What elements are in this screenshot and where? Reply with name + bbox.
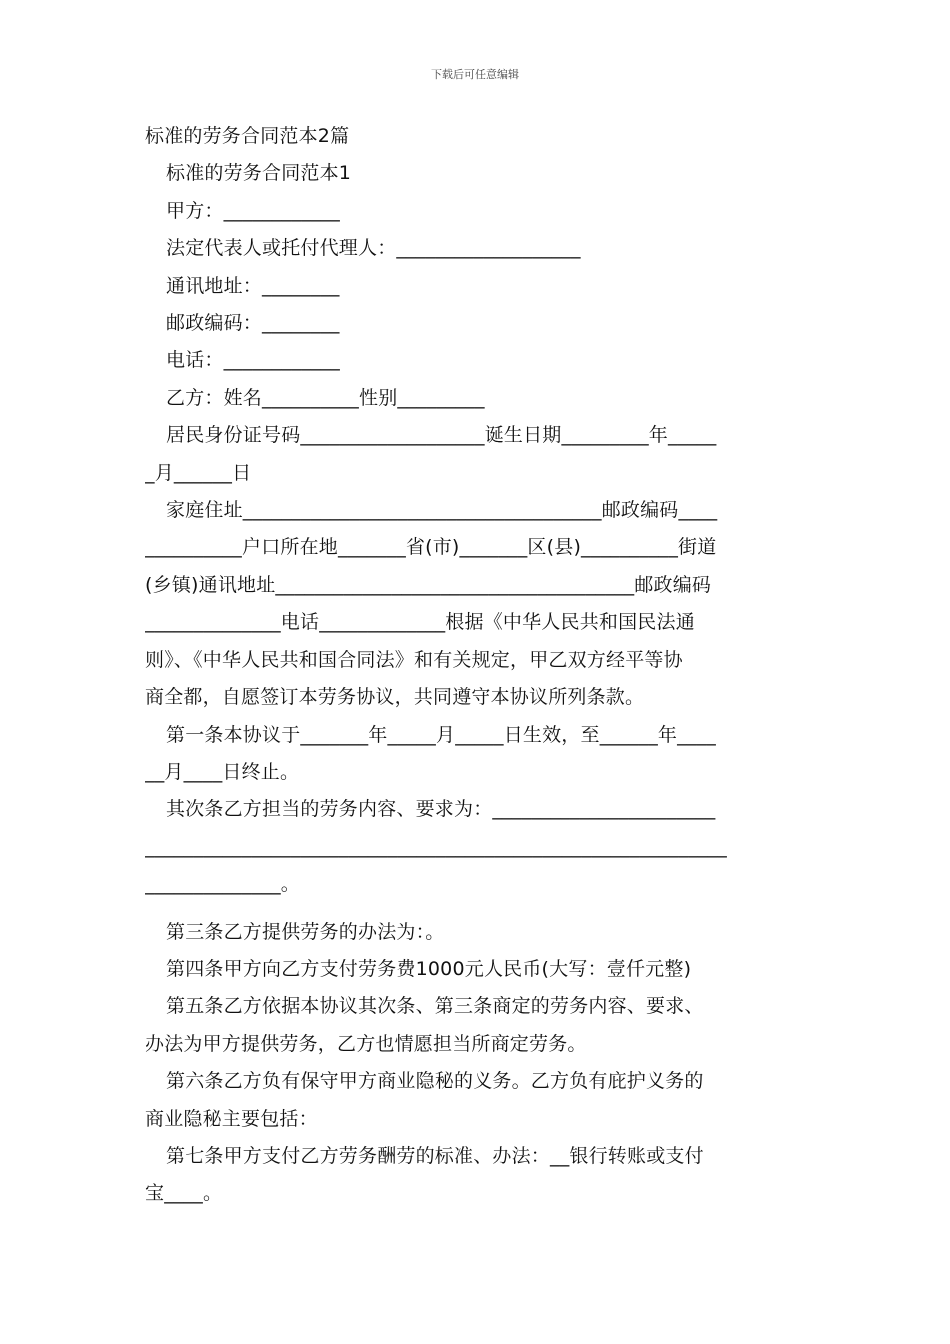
- article-2-line-end: ______________。: [145, 873, 301, 896]
- article-6-line: 第六条乙方负有保守甲方商业隐秘的义务。乙方负有庇护义务的: [166, 1070, 704, 1093]
- article-1-line: 第一条本协议于_______年_____月_____日生效，至______年____: [166, 723, 716, 746]
- document-subtitle: 标准的劳务合同范本1: [166, 162, 352, 185]
- id-number-line: 居民身份证号码___________________诞生日期_________年_____: [166, 424, 717, 447]
- party-b-line: 乙方：姓名__________性别_________: [166, 386, 485, 409]
- mailing-address-line: (乡镇)通讯地址_____________________________________邮政编码: [145, 573, 712, 596]
- article-4-line: 第四条甲方向乙方支付劳务费1000元人民币(大写：壹仟元整): [166, 957, 692, 980]
- phone-line: 电话：____________: [166, 349, 341, 372]
- agreement-statement-line: 商全都，自愿签订本劳务协议，共同遵守本协议所列条款。: [145, 686, 645, 709]
- id-number-line-cont: _月______日: [145, 461, 252, 484]
- address-line: 通讯地址：________: [166, 274, 340, 297]
- party-a-line: 甲方：____________: [166, 199, 341, 222]
- document-title: 标准的劳务合同范本2篇: [145, 125, 350, 147]
- article-7-line-cont: 宝____。: [145, 1182, 223, 1205]
- legal-basis-line: 则》、《中华人民共和国合同法》和有关规定，甲乙双方经平等协: [145, 648, 683, 671]
- home-address-line: 家庭住址_____________________________________邮政编码____: [166, 499, 718, 522]
- household-registration-line: __________户口所在地_______省(市)_______区(县)__________街道: [145, 536, 717, 559]
- phone-basis-line: ______________电话_____________根据《中华人民共和国民法通: [145, 611, 695, 634]
- article-1-line-cont: __月____日终止。: [145, 760, 300, 783]
- article-2-blank-line: ____________________________________________________________: [145, 835, 727, 858]
- spacer: [145, 904, 807, 914]
- article-5-line: 第五条乙方依据本协议其次条、第三条商定的劳务内容、要求、: [166, 995, 704, 1018]
- document-body: [145, 118, 807, 1213]
- page-header-note: 下载后可任意编辑: [431, 68, 519, 81]
- article-7-line: 第七条甲方支付乙方劳务酬劳的标准、办法：__银行转账或支付: [166, 1144, 704, 1167]
- postal-code-line: 邮政编码：________: [166, 312, 340, 335]
- article-3-line: 第三条乙方提供劳务的办法为：。: [166, 920, 445, 943]
- article-2-line: 其次条乙方担当的劳务内容、要求为：_______________________: [166, 798, 716, 821]
- legal-representative-line: 法定代表人或托付代理人：___________________: [166, 237, 581, 260]
- article-5-line-cont: 办法为甲方提供劳务，乙方也情愿担当所商定劳务。: [145, 1032, 587, 1055]
- article-6-line-cont: 商业隐秘主要包括：: [145, 1107, 318, 1130]
